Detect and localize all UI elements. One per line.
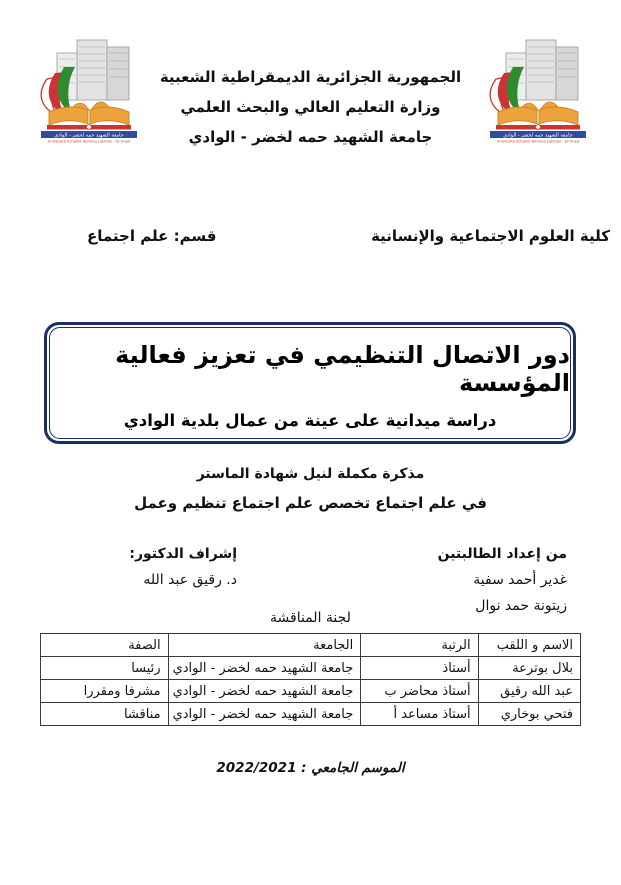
university-logo-left xyxy=(33,37,145,144)
committee-header-row xyxy=(41,634,581,657)
member-university: جامعة الشهيد حمه لخضر - الوادي xyxy=(168,657,361,680)
committee-row xyxy=(41,657,581,680)
committee-row xyxy=(41,703,581,726)
member-name: عبد الله رقيق xyxy=(478,680,580,703)
ministry-line: وزارة التعليم العالي والبحث العلمي xyxy=(180,98,441,116)
university-logo-graphic xyxy=(482,37,594,144)
faculty-name: كلية العلوم الاجتماعية والإنسانية xyxy=(371,227,610,245)
logo-name-french: Université Echahid Hamma Lakhdar - El-Oued xyxy=(496,139,580,144)
faculty-department-row xyxy=(0,227,621,251)
thesis-title-box xyxy=(44,322,576,444)
member-role: مناقشا xyxy=(41,703,169,726)
member-rank: أستاذ مساعد أ xyxy=(361,703,478,726)
logo-name-french: Université Echahid Hamma Lakhdar - El-Oued xyxy=(47,139,131,144)
thesis-title-box-inner xyxy=(49,327,571,439)
column-header-name: الاسم و اللقب xyxy=(478,634,580,657)
member-role: رئيسا xyxy=(41,657,169,680)
university-logo-graphic xyxy=(33,37,145,144)
republic-line: الجمهورية الجزائرية الديمقراطية الشعبية xyxy=(159,68,462,86)
member-name: فتحي بوخاري xyxy=(478,703,580,726)
open-book-icon xyxy=(49,102,129,125)
thesis-main-title: دور الاتصال التنظيمي في تعزيز فعالية المؤسسة xyxy=(115,341,570,397)
banner-ribbon-icon xyxy=(496,124,580,130)
open-book-icon xyxy=(498,102,578,125)
degree-note-line2: في علم اجتماع تخصص علم اجتماع تنظيم وعمل xyxy=(134,494,487,512)
member-university: جامعة الشهيد حمه لخضر - الوادي xyxy=(168,703,361,726)
member-name: بلال بوترعة xyxy=(478,657,580,680)
committee-table xyxy=(40,633,581,726)
committee-row xyxy=(41,680,581,703)
author-name-2: زيتونة حمد نوال xyxy=(475,598,567,614)
committee-title: لجنة المناقشة xyxy=(270,610,351,626)
thesis-subtitle: دراسة ميدانية على عينة من عمال بلدية الوادي xyxy=(123,411,497,430)
banner-ribbon-icon xyxy=(47,124,131,130)
supervisor-name: د. رقيق عبد الله xyxy=(143,572,237,588)
degree-note-line1: مذكرة مكملة لنيل شهادة الماستر xyxy=(196,466,425,482)
member-university: جامعة الشهيد حمه لخضر - الوادي xyxy=(168,680,361,703)
member-rank: أستاذ xyxy=(361,657,478,680)
column-header-rank: الرتبة xyxy=(361,634,478,657)
member-role: مشرفا ومقررا xyxy=(41,680,169,703)
authors-heading: من إعداد الطالبتين xyxy=(437,546,567,562)
academic-year: الموسم الجامعي : 2022/2021 xyxy=(216,760,405,776)
logo-name-arabic: جامعة الشهيد حمه لخضر - الوادي xyxy=(503,132,573,139)
department-name: قسم: علم اجتماع xyxy=(87,227,217,245)
column-header-role: الصفة xyxy=(41,634,169,657)
supervisor-heading: إشراف الدكتور: xyxy=(129,546,237,562)
authors-block xyxy=(347,541,567,619)
university-line: جامعة الشهيد حمه لخضر - الوادي xyxy=(188,128,433,146)
column-header-university: الجامعة xyxy=(168,634,361,657)
supervisor-block xyxy=(65,541,237,593)
government-header xyxy=(150,62,471,152)
author-name-1: غدير أحمد سفية xyxy=(473,572,567,588)
university-logo-right xyxy=(482,37,594,144)
logo-name-arabic: جامعة الشهيد حمه لخضر - الوادي xyxy=(54,132,124,139)
member-rank: أستاذ محاضر ب xyxy=(361,680,478,703)
